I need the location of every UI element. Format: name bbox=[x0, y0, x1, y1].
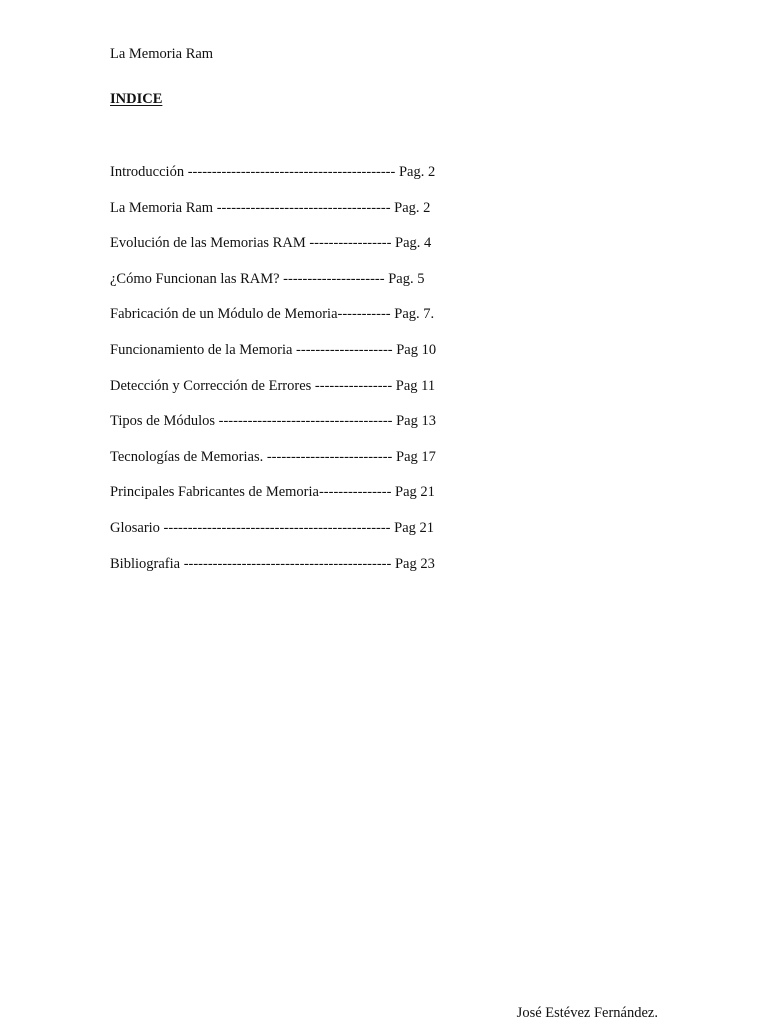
toc-entry-introduccion: Introducción ------------------------------------------- Pag. 2 bbox=[110, 164, 436, 180]
toc-entry-tipos-modulos: Tipos de Módulos ------------------------------------ Pag 13 bbox=[110, 413, 436, 430]
table-of-contents bbox=[110, 162, 436, 589]
toc-entry-como-funcionan: ¿Cómo Funcionan las RAM? --------------------- Pag. 5 bbox=[110, 270, 425, 287]
toc-entry-tecnologias: Tecnologías de Memorias. -------------------------- Pag 17 bbox=[110, 448, 436, 465]
index-heading: INDICE bbox=[110, 91, 163, 107]
toc-entry-fabricacion: Fabricación de un Módulo de Memoria----------- Pag. 7. bbox=[110, 306, 435, 323]
toc-entry-memoria-ram: La Memoria Ram ------------------------------------ Pag. 2 bbox=[110, 199, 431, 216]
document-title: La Memoria Ram bbox=[110, 46, 214, 62]
toc-entry-fabricantes: Principales Fabricantes de Memoria--------------- Pag 21 bbox=[110, 484, 435, 501]
toc-entry-bibliografia: Bibliografia ------------------------------------------- Pag 23 bbox=[110, 555, 435, 572]
toc-entry-funcionamiento: Funcionamiento de la Memoria -------------------- Pag 10 bbox=[110, 341, 437, 358]
toc-entry-evolucion: Evolución de las Memorias RAM ----------------- Pag. 4 bbox=[110, 235, 432, 252]
toc-entry-glosario: Glosario ----------------------------------------------- Pag 21 bbox=[110, 519, 435, 536]
author-signature: José Estévez Fernández. bbox=[516, 1005, 658, 1021]
toc-entry-deteccion: Detección y Corrección de Errores ---------------- Pag 11 bbox=[110, 377, 436, 394]
